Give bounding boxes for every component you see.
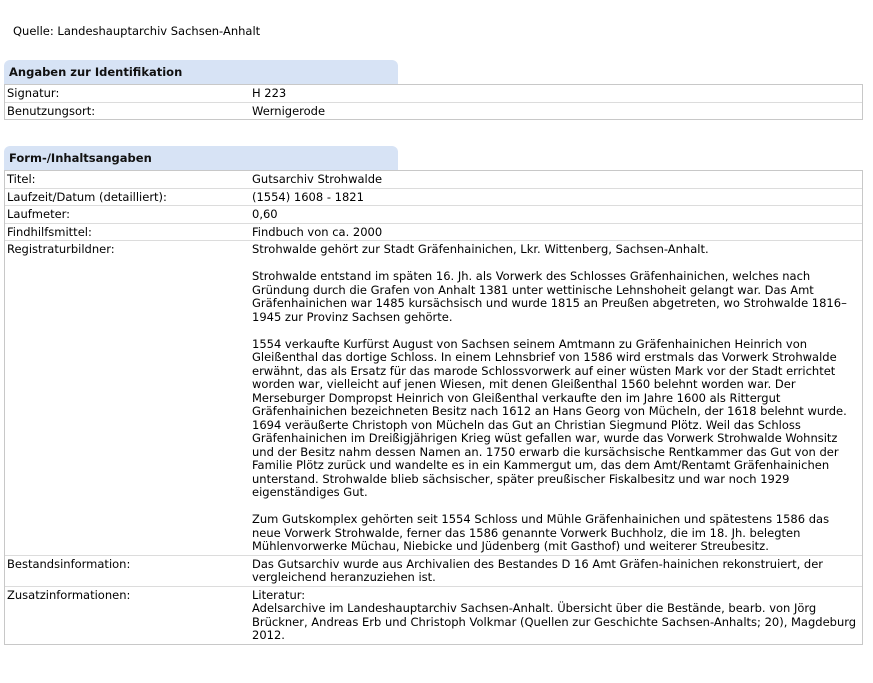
table-row bbox=[5, 556, 862, 587]
row-label: Findhilfsmittel: bbox=[7, 224, 92, 239]
row-label: Laufzeit/Datum (detailliert): bbox=[7, 189, 167, 204]
source-line: Quelle: Landeshauptarchiv Sachsen-Anhalt bbox=[13, 24, 261, 38]
paragraph: 1554 verkaufte Kurfürst August von Sachsen seinem Amtmann zu Gräfenhainichen Heinrich von Gleißenthal das dortige Schloss. In einem Lehnsbrief von 1586 wird erstmals das Vorwerk Strohwalde erwähnt, das als Ersatz für das marode Schlossvorwerk auf einer wüsten Mark vor der Stadt errichtet worden war, vielleicht auf jenen Wiesen, mit denen Gleißenthal 1560 belehnt worden war. Der Merseburger Dompropst Heinrich von Gleißenthal verkaufte den im Jahre 1600 als Rittergut Gräfenhainichen bezeichneten Besitz nach 1612 an Hans Georg von Mücheln, der 1618 belehnt wurde. 1694 veräußerte Christoph von Mücheln das Gut an Christian Siegmund Plötz. Weil das Schloss Gräfenhainichen im Dreißigjährigen Krieg wüst gefallen war, wurde das Vorwerk Strohwalde Wohnsitz und der Besitz nahm dessen Namen an. 1750 erwarb die kursächsische Rentkammer das Gut von der Familie Plötz zurück und wandelte es in ein Kammergut um, das dem Amt/Rentamt Gräfenhainichen unterstand. Strohwalde blieb sächsischer, später preußischer Fiskalbesitz und war noch 1929 eigenständiges Gut. bbox=[252, 336, 847, 499]
table-row bbox=[5, 224, 862, 242]
identification-table bbox=[4, 84, 863, 120]
row-label: Benutzungsort: bbox=[7, 103, 96, 118]
row-label: Titel: bbox=[7, 172, 36, 186]
table-row bbox=[5, 587, 862, 644]
literature-heading: Literatur: bbox=[252, 587, 306, 602]
table-row bbox=[5, 171, 862, 189]
paragraph: Strohwalde entstand im späten 16. Jh. als Vorwerk des Schlosses Gräfenhainichen, welches nach Gründung durch die Grafen von Anhalt 1381 unter wettinische Lehnshoheit gelangt war. Das Amt Gräfenhainichen war 1485 kursächsisch und wurde 1815 an Preußen abgetreten, wo Strohwalde 1816–1945 zur Provinz Sachsen gehörte. bbox=[252, 269, 847, 324]
row-value: H 223 bbox=[252, 86, 287, 100]
table-row bbox=[5, 189, 862, 207]
row-label: Registraturbildner: bbox=[7, 242, 115, 256]
row-value: Gutsarchiv Strohwalde bbox=[252, 172, 383, 186]
row-label: Signatur: bbox=[7, 86, 60, 100]
row-value bbox=[252, 241, 862, 555]
row-value bbox=[252, 587, 862, 644]
row-value: Wernigerode bbox=[252, 103, 326, 118]
row-label: Bestandsinformation: bbox=[7, 556, 131, 571]
literature-entry: Adelsarchive im Landeshauptarchiv Sachsen-Anhalt. Übersicht über die Bestände, bearb. von Jörg Brückner, Andreas Erb und Christoph Volkmar (Quellen zur Geschichte Sachsen-Anhalts; 20), Magdeburg 2012. bbox=[252, 601, 857, 642]
row-value: Findbuch von ca. 2000 bbox=[252, 224, 383, 239]
table-row bbox=[5, 241, 862, 556]
table-row bbox=[5, 103, 862, 120]
paragraph: Zum Gutskomplex gehörten seit 1554 Schloss und Mühle Gräfenhainichen und spätestens 1586 das neue Vorwerk Strohwalde, ferner das 1586 genannte Vorwerk Buchholz, die im 18. Jh. belegten Mühlenvorwerke Müchau, Niebicke und Jüdenberg (mit Gasthof) und weiterer Streubesitz. bbox=[252, 512, 830, 553]
section-title-identification: Angaben zur Identifikation bbox=[4, 60, 398, 84]
section-title-content: Form-/Inhaltsangaben bbox=[4, 146, 398, 170]
content-table bbox=[4, 170, 863, 645]
row-label: Zusatzinformationen: bbox=[7, 587, 131, 602]
table-row bbox=[5, 85, 862, 103]
row-value: Das Gutsarchiv wurde aus Archivalien des Bestandes D 16 Amt Gräfen-hainichen rekonstruiert, der vergleichend heranzuziehen ist. bbox=[252, 556, 824, 584]
row-value: (1554) 1608 - 1821 bbox=[252, 189, 364, 204]
row-label: Laufmeter: bbox=[7, 207, 71, 221]
row-value: 0,60 bbox=[252, 207, 278, 221]
paragraph: Strohwalde gehört zur Stadt Gräfenhainichen, Lkr. Wittenberg, Sachsen-Anhalt. bbox=[252, 242, 709, 256]
table-row bbox=[5, 206, 862, 224]
